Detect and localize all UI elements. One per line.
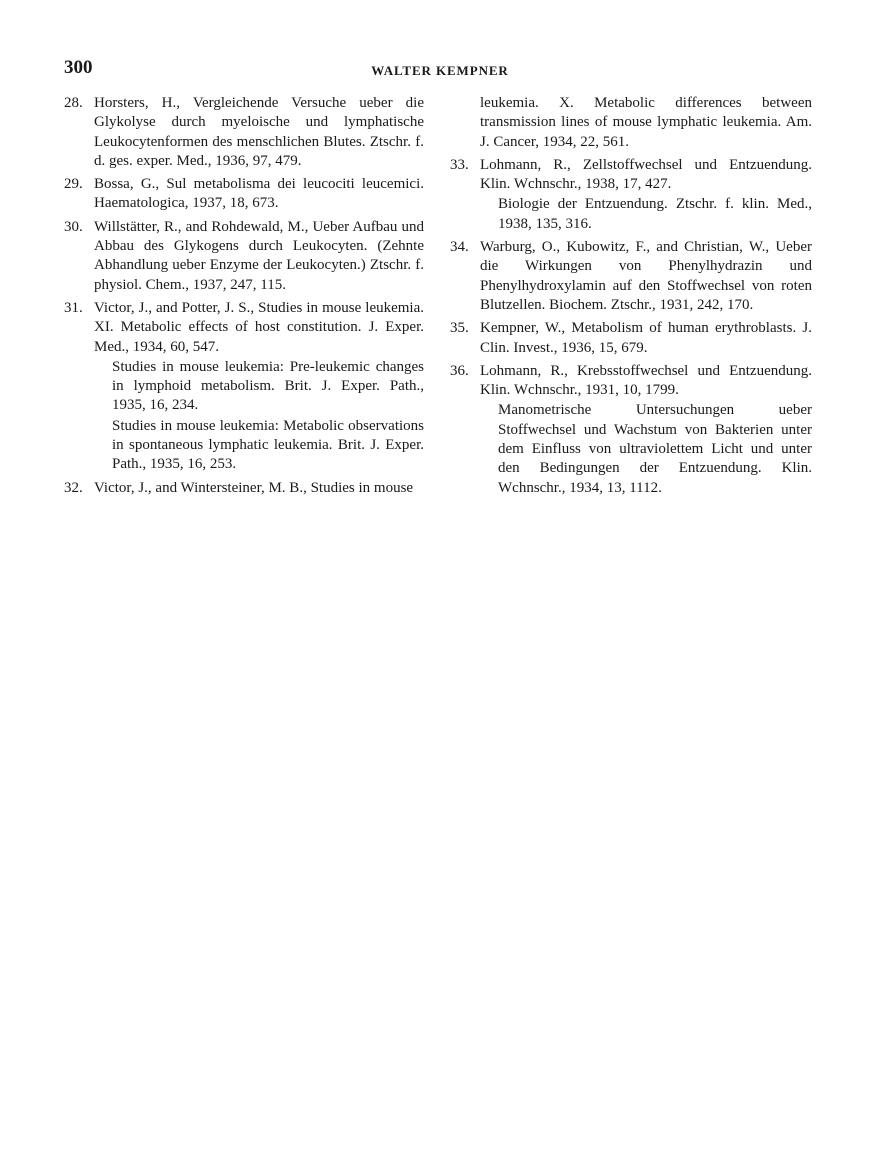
reference-text: Victor, J., and Wintersteiner, M. B., Studies in mouse bbox=[94, 479, 414, 496]
reference-text: Horsters, H., Vergleichende Versuche ueber die Glykolyse durch myeloische und lymphatische Leukocytenformen des menschlichen Blutes. Ztschr. f. d. ges. exper. Med., 1936, 97, 479. bbox=[94, 95, 424, 169]
reference-text: Willstätter, R., and Rohdewald, M., Ueber Aufbau und Abbau des Glykogens durch Leukocyten. (Zehnte Abhandlung ueber Enzyme der Leukocyten.) Ztschr. f. physiol. Chem., 1937, 247, 115. bbox=[94, 218, 424, 293]
reference-35 bbox=[450, 319, 812, 358]
reference-number: 32. bbox=[64, 479, 83, 496]
reference-32 bbox=[64, 479, 424, 498]
reference-34 bbox=[450, 238, 812, 315]
reference-number: 34. bbox=[450, 239, 469, 256]
reference-number: 35. bbox=[450, 320, 469, 337]
reference-text: Kempner, W., Metabolism of human erythroblasts. J. Clin. Invest., 1936, 15, 679. bbox=[480, 320, 812, 356]
references-left-column bbox=[64, 94, 424, 502]
page-number: 300 bbox=[64, 57, 93, 78]
reference-text: Victor, J., and Potter, J. S., Studies in mouse leukemia. XI. Metabolic effects of host constitution. J. Exper. Med., 1934, 60, 547. bbox=[94, 299, 424, 355]
reference-subentry: Biologie der Entzuendung. Ztschr. f. klin. Med., 1938, 135, 316. bbox=[498, 196, 812, 232]
reference-33 bbox=[450, 156, 812, 234]
reference-31 bbox=[64, 299, 424, 475]
running-head: WALTER KEMPNER bbox=[371, 63, 509, 78]
reference-text: Warburg, O., Kubowitz, F., and Christian, W., Ueber die Wirkungen von Phenylhydrazin und Phenylhydroxylamin auf den Stoffwechsel von roten Blutzellen. Biochem. Ztschr., 1931, 242, 170. bbox=[480, 239, 812, 313]
reference-subentry: Studies in mouse leukemia: Pre-leukemic changes in lymphoid metabolism. Brit. J. Exper. Path., 1935, 16, 234. bbox=[112, 358, 424, 414]
reference-number: 28. bbox=[64, 95, 83, 111]
reference-number: 31. bbox=[64, 299, 83, 316]
reference-number: 30. bbox=[64, 218, 83, 235]
reference-subentry: Manometrische Untersuchungen ueber Stoffwechsel und Wachstum von Bakterien unter dem Einfluss von ultraviolettem Licht und unter den Bedingungen der Entzuendung. Klin. Wchnschr., 1934, 13, 1112. bbox=[498, 402, 812, 496]
references-right-column bbox=[450, 94, 812, 502]
reference-number: 36. bbox=[450, 362, 469, 379]
reference-number: 33. bbox=[450, 156, 469, 173]
reference-number: 29. bbox=[64, 176, 83, 193]
reference-30 bbox=[64, 218, 424, 295]
reference-text: Bossa, G., Sul metabolisma dei leucociti leucemici. Haematologica, 1937, 18, 673. bbox=[94, 176, 424, 212]
reference-text: Lohmann, R., Krebsstoffwechsel und Entzuendung. Klin. Wchnschr., 1931, 10, 1799. bbox=[480, 362, 812, 399]
reference-36 bbox=[450, 362, 812, 498]
reference-text: Lohmann, R., Zellstoffwechsel und Entzuendung. Klin. Wchnschr., 1938, 17, 427. bbox=[480, 156, 812, 193]
reference-subentry: Studies in mouse leukemia: Metabolic observations in spontaneous lymphatic leukemia. Brit. J. Exper. Path., 1935, 16, 253. bbox=[112, 417, 424, 473]
reference-29 bbox=[64, 175, 424, 214]
reference-32-continuation: leukemia. X. Metabolic differences between transmission lines of mouse lymphatic leukemia. Am. J. Cancer, 1934, 22, 561. bbox=[480, 95, 812, 150]
reference-28 bbox=[64, 94, 424, 171]
